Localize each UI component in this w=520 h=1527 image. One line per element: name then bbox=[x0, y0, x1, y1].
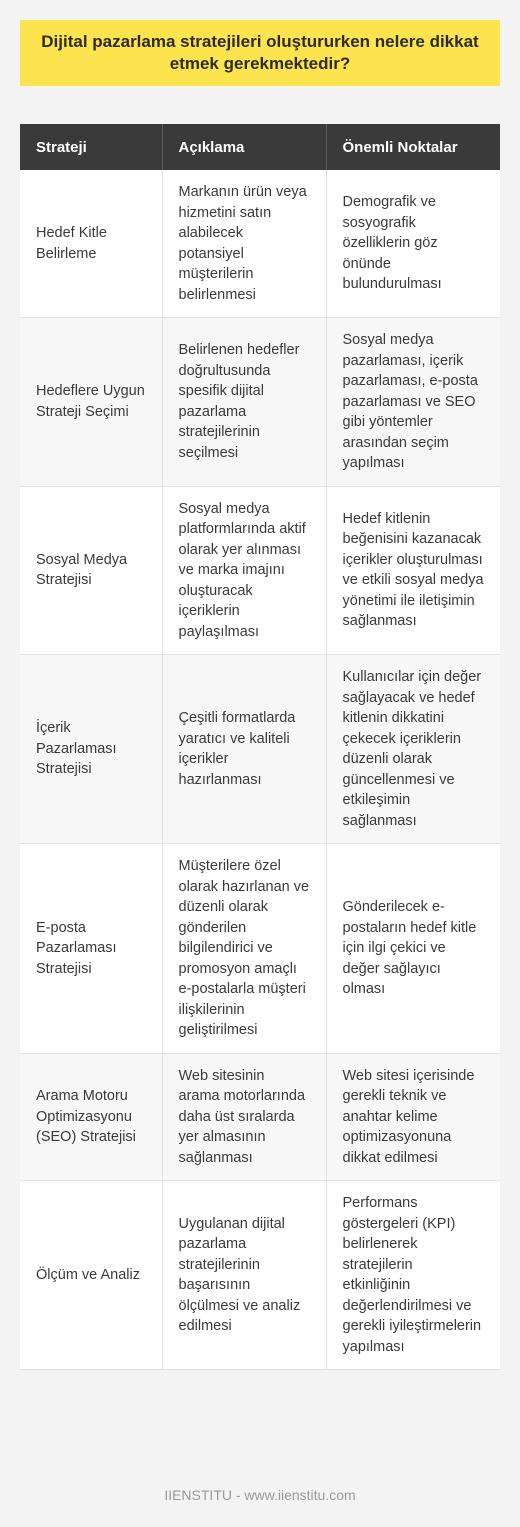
column-header-onemli-noktalar: Önemli Noktalar bbox=[326, 124, 500, 170]
cell-onemli-noktalar: Demografik ve sosyografik özelliklerin göz önünde bulundurulması bbox=[326, 170, 500, 318]
footer-credit: IIENSTITU - www.iienstitu.com bbox=[164, 1487, 356, 1503]
cell-strateji: İçerik Pazarlaması Stratejisi bbox=[20, 655, 162, 844]
cell-onemli-noktalar: Hedef kitlenin beğenisini kazanacak içerikler oluşturulması ve etkili sosyal medya yönetimi ile iletişimin sağlanması bbox=[326, 486, 500, 655]
cell-aciklama: Çeşitli formatlarda yaratıcı ve kaliteli içerikler hazırlanması bbox=[162, 655, 326, 844]
cell-strateji: Hedeflere Uygun Strateji Seçimi bbox=[20, 318, 162, 487]
table-row bbox=[20, 655, 500, 844]
cell-aciklama: Uygulanan dijital pazarlama stratejilerinin başarısının ölçülmesi ve analiz edilmesi bbox=[162, 1181, 326, 1370]
cell-aciklama: Web sitesinin arama motorlarında daha üst sıralarda yer almasının sağlanması bbox=[162, 1053, 326, 1181]
column-header-aciklama: Açıklama bbox=[162, 124, 326, 170]
cell-strateji: Hedef Kitle Belirleme bbox=[20, 170, 162, 318]
table-row bbox=[20, 1181, 500, 1370]
cell-strateji: Sosyal Medya Stratejisi bbox=[20, 486, 162, 655]
cell-strateji: Arama Motoru Optimizasyonu (SEO) Stratejisi bbox=[20, 1053, 162, 1181]
cell-onemli-noktalar: Web sitesi içerisinde gerekli teknik ve anahtar kelime optimizasyonuna dikkat edilmesi bbox=[326, 1053, 500, 1181]
table-row bbox=[20, 170, 500, 318]
table-row bbox=[20, 318, 500, 487]
cell-onemli-noktalar: Kullanıcılar için değer sağlayacak ve hedef kitlenin dikkatini çekecek içeriklerin düzenli olarak güncellenmesi ve etkileşimin sağlanması bbox=[326, 655, 500, 844]
table-row bbox=[20, 844, 500, 1054]
page-title: Dijital pazarlama stratejileri oluştururken nelere dikkat etmek gerekmektedir? bbox=[41, 32, 479, 73]
column-header-strateji: Strateji bbox=[20, 124, 162, 170]
table-row bbox=[20, 486, 500, 655]
cell-onemli-noktalar: Performans göstergeleri (KPI) belirlenerek stratejilerin etkinliğinin değerlendirilmesi ve gerekli iyileştirmelerin yapılması bbox=[326, 1181, 500, 1370]
strategy-table-container bbox=[20, 124, 500, 1370]
cell-strateji: Ölçüm ve Analiz bbox=[20, 1181, 162, 1370]
title-banner bbox=[20, 20, 500, 86]
table-row bbox=[20, 1053, 500, 1181]
cell-onemli-noktalar: Gönderilecek e-postaların hedef kitle için ilgi çekici ve değer sağlayıcı olması bbox=[326, 844, 500, 1054]
table-header-row bbox=[20, 124, 500, 170]
strategy-table bbox=[20, 124, 500, 1370]
cell-aciklama: Sosyal medya platformlarında aktif olarak yer alınması ve marka imajını oluşturacak içeriklerin paylaşılması bbox=[162, 486, 326, 655]
cell-aciklama: Belirlenen hedefler doğrultusunda spesifik dijital pazarlama stratejilerinin seçilmesi bbox=[162, 318, 326, 487]
cell-strateji: E-posta Pazarlaması Stratejisi bbox=[20, 844, 162, 1054]
table-body bbox=[20, 170, 500, 1370]
cell-aciklama: Müşterilere özel olarak hazırlanan ve düzenli olarak gönderilen bilgilendirici ve promosyon amaçlı e-postalarla müşteri ilişkilerinin geliştirilmesi bbox=[162, 844, 326, 1054]
table-header bbox=[20, 124, 500, 170]
cell-aciklama: Markanın ürün veya hizmetini satın alabilecek potansiyel müşterilerin belirlenmesi bbox=[162, 170, 326, 318]
cell-onemli-noktalar: Sosyal medya pazarlaması, içerik pazarlaması, e-posta pazarlaması ve SEO gibi yöntemler arasından seçim yapılması bbox=[326, 318, 500, 487]
